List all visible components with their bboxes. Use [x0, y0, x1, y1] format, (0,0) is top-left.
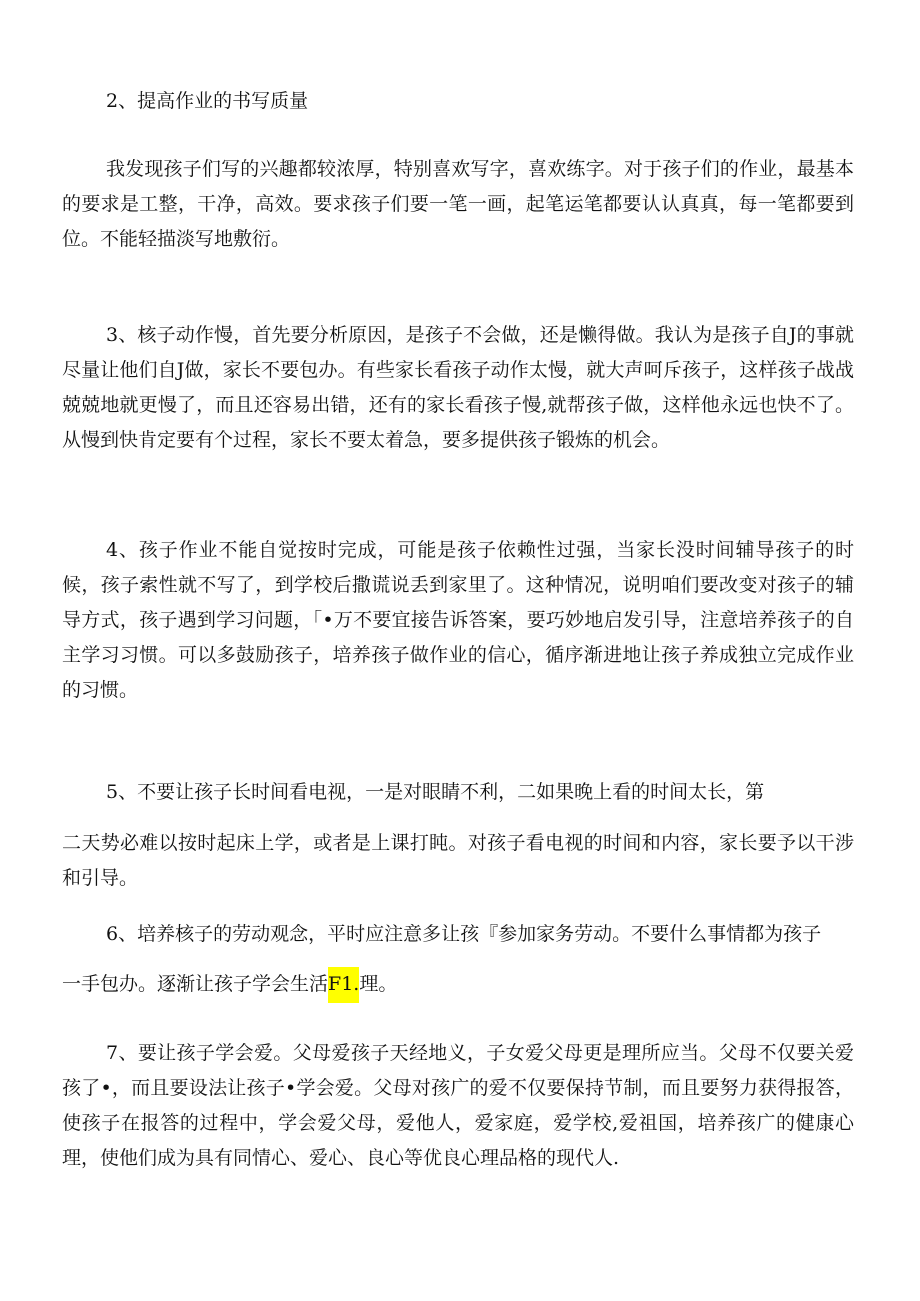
section-heading-2: 2、提高作业的书写质量 [106, 90, 309, 112]
paragraph-5-rest: 二天势必难以按时起床上学，或者是上课打盹。对孩子看电视的时间和内容，家长要予以干涉和引导。 [62, 832, 854, 889]
paragraph-5-first-line: 5、不要让孩子长时间看电视，一是对眼睛不利，二如果晚上看的时间太长，第 [106, 781, 765, 803]
highlighted-text: F1. [328, 967, 359, 1003]
paragraph-6-second-line [62, 967, 854, 1002]
paragraph-6-first-line: 6、培养核子的劳动观念，平时应注意多让孩『参加家务劳动。不要什么事情都为孩子 [106, 923, 822, 945]
paragraph-6-text-post: 理。 [359, 973, 398, 995]
paragraph-7: 7、要让孩子学会爱。父母爱孩子天经地义，子女爱父母更是理所应当。父母不仅要关爱孩了•，而且要设法让孩子•学会爱。父母对孩广的爱不仅要保持节制，而且要努力获得报答，使孩子在报答的过程中，学会爱父母，爱他人，爱家庭，爱学校,爱祖国，培养孩广的健康心理，使他们成为具有同情心、爱心、良心等优良心理品格的现代人. [62, 1042, 854, 1169]
paragraph-3: 3、核子动作慢，首先要分析原因，是孩子不会做，还是懒得做。我认为是孩子自J的事就尽量让他们自J做，家长不要包办。有些家长看孩子动作太慢，就大声呵斥孩子，这样孩子战战兢兢地就更慢了，而且还容易出错，还有的家长看孩子慢,就帮孩子做，这样他永远也快不了。从慢到快肯定要有个过程，家长不要太着急，要多提供孩子锻炼的机会。 [62, 324, 854, 451]
paragraph-6-text-pre: 一手包办。逐渐让孩子学会生活 [62, 973, 329, 995]
paragraph-2: 我发现孩子们写的兴趣都较浓厚，特别喜欢写字，喜欢练字。对于孩子们的作业，最基本的要求是工整，干净，高效。要求孩子们要一笔一画，起笔运笔都要认认真真，每一笔都要到位。不能轻描淡写地敷衍。 [62, 158, 854, 250]
paragraph-4: 4、孩子作业不能自觉按时完成，可能是孩子依赖性过强，当家长没时间辅导孩子的时候，孩子索性就不写了，到学校后撒谎说丢到家里了。这种情况，说明咱们要改变对孩子的辅导方式，孩子遇到学习问题，「•万不要宜接告诉答案，要巧妙地启发引导，注意培养孩子的自主学习习惯。可以多鼓励孩子，培养孩子做作业的信心，循序渐进地让孩子养成独立完成作业的习惯。 [62, 539, 854, 701]
